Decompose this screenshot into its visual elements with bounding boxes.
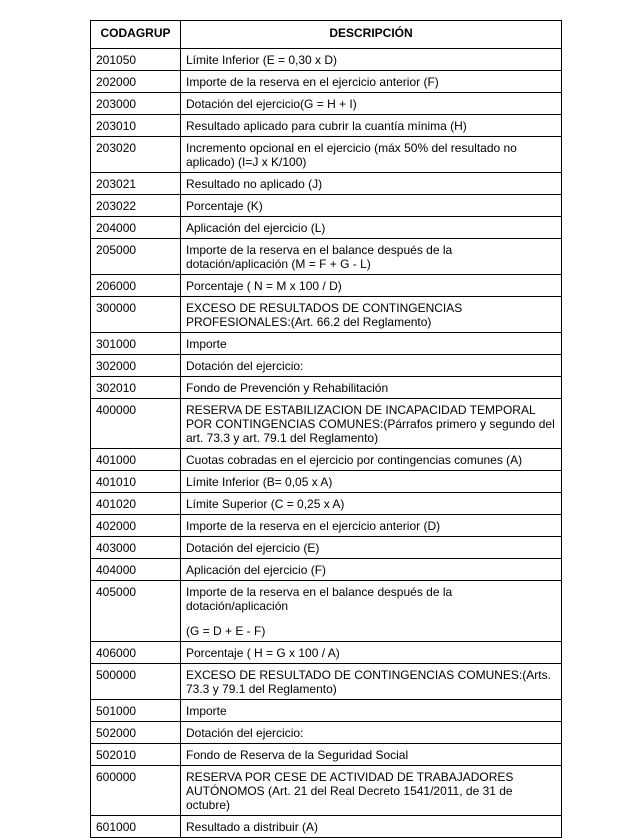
description-text: Resultado aplicado para cubrir la cuantía mínima (H)	[186, 119, 467, 133]
description-text: Porcentaje ( N = M x 100 / D)	[186, 279, 342, 293]
description-text: Dotación del ejercicio:	[186, 726, 304, 740]
table-row	[91, 559, 562, 581]
code-cell: 203022	[91, 195, 181, 217]
description-cell	[181, 239, 562, 275]
table-row	[91, 537, 562, 559]
table-row	[91, 217, 562, 239]
description-cell	[181, 722, 562, 744]
description-cell	[181, 700, 562, 722]
description-text: Límite Superior (C = 0,25 x A)	[186, 497, 345, 511]
description-text: Dotación del ejercicio (E)	[186, 541, 320, 555]
code-cell: 403000	[91, 537, 181, 559]
description-text: Importe de la reserva en el balance después de la dotación/aplicación (M = F + G - L)	[186, 243, 453, 271]
description-text: Fondo de Prevención y Rehabilitación	[186, 381, 389, 395]
table-row	[91, 275, 562, 297]
codagrup-table	[90, 20, 562, 838]
description-text: Importe	[186, 704, 227, 718]
description-text: Cuotas cobradas en el ejercicio por contingencias comunes (A)	[186, 453, 523, 467]
code-cell: 302000	[91, 355, 181, 377]
code-cell: 502000	[91, 722, 181, 744]
description-cell	[181, 664, 562, 700]
table-row	[91, 766, 562, 816]
description-text: Incremento opcional en el ejercicio (máx 50% del resultado no aplicado) (I=J x K/100)	[186, 141, 517, 169]
table-row	[91, 399, 562, 449]
table-row	[91, 93, 562, 115]
description-cell	[181, 71, 562, 93]
description-text: (G = D + E - F)	[186, 624, 266, 638]
description-cell	[181, 195, 562, 217]
description-cell	[181, 115, 562, 137]
description-text: Fondo de Reserva de la Seguridad Social	[186, 748, 409, 762]
table-row	[91, 377, 562, 399]
table-row	[91, 355, 562, 377]
table-row	[91, 239, 562, 275]
description-text: Porcentaje ( H = G x 100 / A)	[186, 646, 340, 660]
table-row	[91, 297, 562, 333]
description-cell	[181, 49, 562, 71]
description-text: Resultado no aplicado (J)	[186, 177, 323, 191]
description-text: RESERVA POR CESE DE ACTIVIDAD DE TRABAJADORES AUTÓNOMOS (Art. 21 del Real Decreto 1541/2011, de 31 de octubre)	[186, 770, 514, 812]
description-cell	[181, 744, 562, 766]
table-row	[91, 449, 562, 471]
description-cell	[181, 766, 562, 816]
description-cell	[181, 93, 562, 115]
description-text: Aplicación del ejercicio (L)	[186, 221, 326, 235]
table-row	[91, 515, 562, 537]
description-text: Dotación del ejercicio:	[186, 359, 304, 373]
code-cell: 203021	[91, 173, 181, 195]
code-cell: 301000	[91, 333, 181, 355]
code-cell: 203010	[91, 115, 181, 137]
code-cell: 601000	[91, 816, 181, 838]
table-header-row	[91, 21, 562, 49]
description-text: EXCESO DE RESULTADOS DE CONTINGENCIAS PROFESIONALES:(Art. 66.2 del Reglamento)	[186, 301, 463, 329]
description-cell	[181, 642, 562, 664]
description-cell	[181, 581, 562, 642]
code-cell: 205000	[91, 239, 181, 275]
description-text: Límite Inferior (B= 0,05 x A)	[186, 475, 333, 489]
code-cell: 401010	[91, 471, 181, 493]
code-cell: 206000	[91, 275, 181, 297]
description-text: EXCESO DE RESULTADO DE CONTINGENCIAS COMUNES:(Arts. 73.3 y 79.1 del Reglamento)	[186, 668, 551, 696]
description-cell	[181, 297, 562, 333]
description-text: Importe de la reserva en el ejercicio anterior (F)	[186, 75, 439, 89]
table-row	[91, 581, 562, 642]
table-row	[91, 115, 562, 137]
code-cell: 302010	[91, 377, 181, 399]
code-cell: 406000	[91, 642, 181, 664]
code-cell: 600000	[91, 766, 181, 816]
description-cell	[181, 377, 562, 399]
table-row	[91, 71, 562, 93]
description-cell	[181, 333, 562, 355]
description-text: Aplicación del ejercicio (F)	[186, 563, 327, 577]
description-cell	[181, 515, 562, 537]
table-row	[91, 333, 562, 355]
description-text: Resultado a distribuir (A)	[186, 820, 319, 834]
description-text: Límite Inferior (E = 0,30 x D)	[186, 53, 338, 67]
table-row	[91, 642, 562, 664]
description-cell	[181, 816, 562, 838]
table-row	[91, 700, 562, 722]
code-cell: 401020	[91, 493, 181, 515]
description-cell	[181, 355, 562, 377]
description-cell	[181, 275, 562, 297]
column-header-codagrup: CODAGRUP	[91, 21, 181, 49]
description-text: Porcentaje (K)	[186, 199, 263, 213]
code-cell: 202000	[91, 71, 181, 93]
description-cell	[181, 449, 562, 471]
column-header-descripcion: DESCRIPCIÓN	[181, 21, 562, 49]
code-cell: 203020	[91, 137, 181, 173]
description-text: Importe	[186, 337, 227, 351]
table-row	[91, 664, 562, 700]
code-cell: 502010	[91, 744, 181, 766]
table-row	[91, 722, 562, 744]
description-cell	[181, 173, 562, 195]
code-cell: 204000	[91, 217, 181, 239]
table-row	[91, 471, 562, 493]
table-row	[91, 195, 562, 217]
table-body	[91, 49, 562, 838]
description-text: Importe de la reserva en el balance después de la dotación/aplicación	[186, 585, 453, 613]
table-row	[91, 49, 562, 71]
description-cell	[181, 217, 562, 239]
code-cell: 400000	[91, 399, 181, 449]
description-cell	[181, 537, 562, 559]
description-text: Importe de la reserva en el ejercicio anterior (D)	[186, 519, 441, 533]
code-cell: 402000	[91, 515, 181, 537]
table-row	[91, 493, 562, 515]
code-cell: 405000	[91, 581, 181, 642]
code-cell: 401000	[91, 449, 181, 471]
table-row	[91, 173, 562, 195]
description-text: RESERVA DE ESTABILIZACION DE INCAPACIDAD TEMPORAL POR CONTINGENCIAS COMUNES:(Párrafos primero y segundo del art. 73.3 y art. 79.1 del Reglamento)	[186, 403, 555, 445]
code-cell: 201050	[91, 49, 181, 71]
code-cell: 501000	[91, 700, 181, 722]
code-cell: 203000	[91, 93, 181, 115]
description-cell	[181, 493, 562, 515]
code-cell: 404000	[91, 559, 181, 581]
table-row	[91, 744, 562, 766]
description-text: Dotación del ejercicio(G = H + I)	[186, 97, 357, 111]
description-cell	[181, 471, 562, 493]
table-row	[91, 137, 562, 173]
description-cell	[181, 399, 562, 449]
table-row	[91, 816, 562, 838]
code-cell: 500000	[91, 664, 181, 700]
description-cell	[181, 137, 562, 173]
code-cell: 300000	[91, 297, 181, 333]
description-cell	[181, 559, 562, 581]
